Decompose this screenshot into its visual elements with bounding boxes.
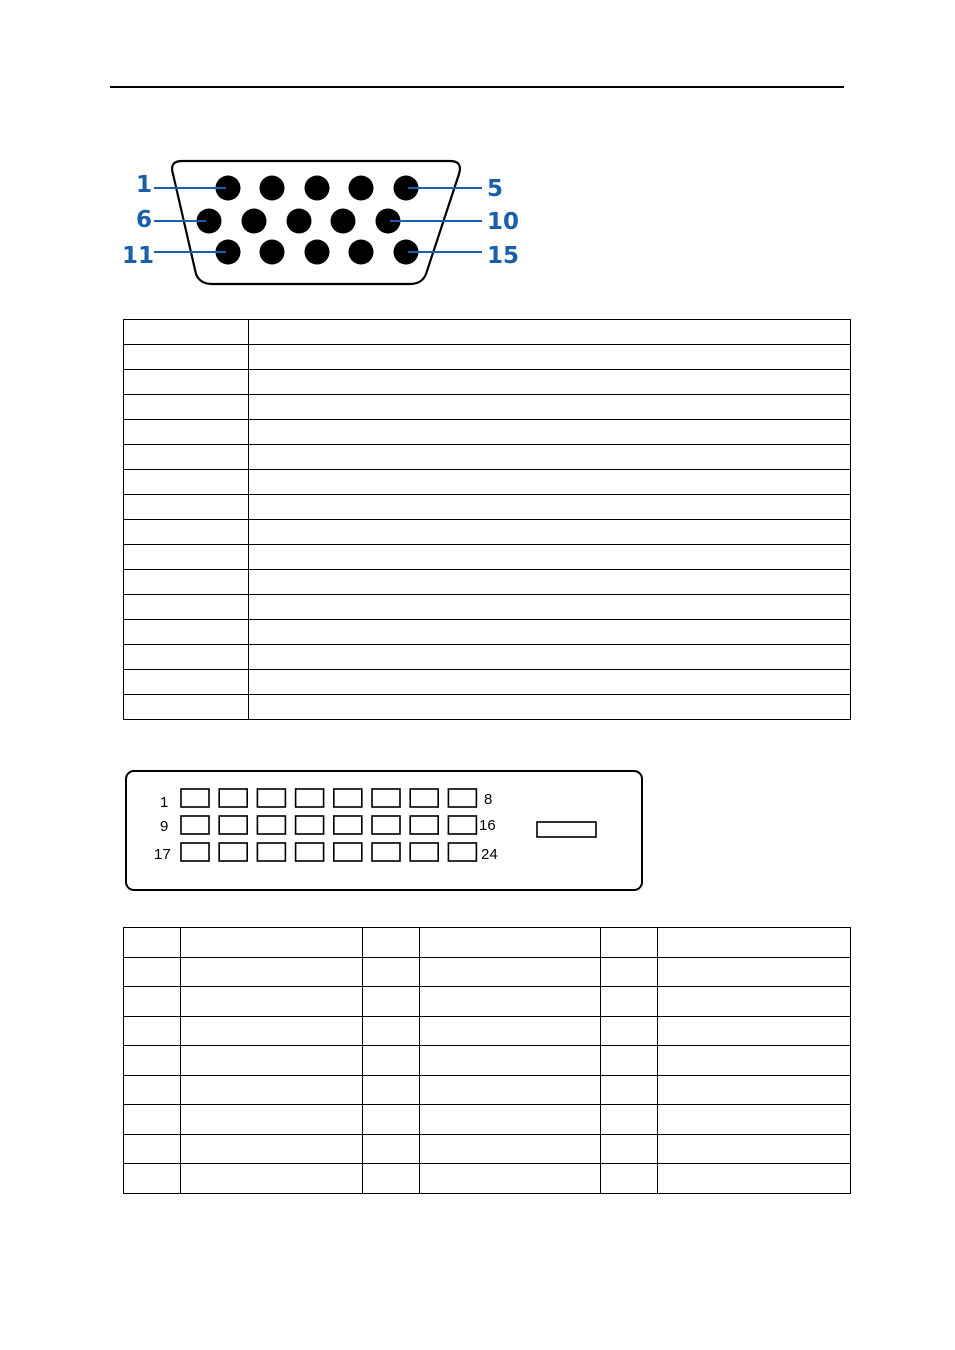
- vga-table-cell: [249, 470, 851, 495]
- dvi-label-pin-17: 17: [154, 846, 171, 863]
- dvi-table-cell: [124, 1134, 181, 1164]
- dvi-table-cell: [124, 987, 181, 1017]
- vga-pin-8: [287, 209, 312, 234]
- vga-pin-2: [260, 176, 285, 201]
- dvi-table-cell: [658, 1164, 851, 1194]
- dvi-table-cell: [601, 1075, 658, 1105]
- vga-table-row: [124, 570, 851, 595]
- dvi-table-cell: [124, 1016, 181, 1046]
- dvi-table-cell: [181, 1075, 363, 1105]
- dvi-pin-2: [219, 789, 247, 807]
- vga-table-cell: [124, 545, 249, 570]
- vga-table-cell: [249, 495, 851, 520]
- vga-table-row: [124, 620, 851, 645]
- vga-table-cell: [124, 670, 249, 695]
- vga-table-row: [124, 595, 851, 620]
- vga-table-cell: [124, 620, 249, 645]
- dvi-table-cell: [181, 1046, 363, 1076]
- dvi-table-cell: [181, 1016, 363, 1046]
- vga-table-cell: [249, 620, 851, 645]
- dvi-table-cell: [363, 1164, 420, 1194]
- dvi-table-cell: [363, 1016, 420, 1046]
- dvi-pin-table: [123, 927, 851, 1194]
- vga-table-cell: [124, 645, 249, 670]
- dvi-table-cell: [420, 1075, 601, 1105]
- dvi-table-cell: [601, 957, 658, 987]
- dvi-table-cell: [420, 987, 601, 1017]
- vga-table-row: [124, 470, 851, 495]
- vga-table-cell: [124, 345, 249, 370]
- vga-label-pin-10: 10: [487, 209, 520, 235]
- vga-table-cell: [249, 345, 851, 370]
- dvi-table-cell: [363, 957, 420, 987]
- dvi-connector-diagram: [124, 768, 646, 894]
- vga-pin-9: [331, 209, 356, 234]
- vga-table-row: [124, 345, 851, 370]
- vga-pin-7: [242, 209, 267, 234]
- vga-pins: [197, 176, 419, 265]
- vga-table-cell: [249, 595, 851, 620]
- vga-table-row: [124, 670, 851, 695]
- dvi-table-cell: [420, 928, 601, 958]
- dvi-label-pin-24: 24: [481, 846, 498, 863]
- dvi-pin-16: [448, 816, 476, 834]
- dvi-table-cell: [181, 1164, 363, 1194]
- vga-pin-3: [305, 176, 330, 201]
- dvi-pin-7: [410, 789, 438, 807]
- dvi-pin-22: [372, 843, 400, 861]
- dvi-pin-9: [181, 816, 209, 834]
- dvi-table-cell: [363, 928, 420, 958]
- dvi-table-cell: [124, 1105, 181, 1135]
- dvi-pin-23: [410, 843, 438, 861]
- dvi-pin-12: [296, 816, 324, 834]
- dvi-table-cell: [181, 987, 363, 1017]
- dvi-table-cell: [601, 928, 658, 958]
- dvi-table-cell: [420, 1134, 601, 1164]
- vga-table-row: [124, 320, 851, 345]
- vga-table-cell: [249, 395, 851, 420]
- dvi-table-cell: [601, 1016, 658, 1046]
- vga-table-cell: [249, 695, 851, 720]
- vga-table-row: [124, 695, 851, 720]
- dvi-pin-8: [448, 789, 476, 807]
- dvi-pin-15: [410, 816, 438, 834]
- vga-table-row: [124, 495, 851, 520]
- vga-label-pin-11: 11: [122, 243, 155, 269]
- vga-connector-diagram: [118, 150, 528, 295]
- dvi-table-row: [124, 1046, 851, 1076]
- vga-table-cell: [124, 420, 249, 445]
- vga-table-cell: [124, 445, 249, 470]
- vga-table-cell: [124, 495, 249, 520]
- dvi-table-row: [124, 1075, 851, 1105]
- dvi-pin-14: [372, 816, 400, 834]
- dvi-pin-5: [334, 789, 362, 807]
- dvi-ground-blade: [537, 822, 596, 837]
- vga-table-cell: [124, 395, 249, 420]
- dvi-table-cell: [658, 1075, 851, 1105]
- dvi-table-cell: [658, 1046, 851, 1076]
- dvi-table-cell: [601, 987, 658, 1017]
- dvi-table-cell: [124, 1075, 181, 1105]
- dvi-table-cell: [658, 1105, 851, 1135]
- dvi-pin-19: [257, 843, 285, 861]
- dvi-table-cell: [420, 1016, 601, 1046]
- dvi-table-cell: [601, 1164, 658, 1194]
- dvi-label-pin-16: 16: [479, 817, 496, 834]
- vga-table-cell: [124, 520, 249, 545]
- vga-label-pin-6: 6: [136, 207, 153, 233]
- vga-table-cell: [249, 370, 851, 395]
- vga-table-cell: [124, 570, 249, 595]
- vga-table-cell: [249, 670, 851, 695]
- vga-pin-4: [349, 176, 374, 201]
- vga-table-cell: [249, 320, 851, 345]
- vga-pin-14: [349, 240, 374, 265]
- dvi-table-cell: [363, 987, 420, 1017]
- dvi-table-cell: [658, 957, 851, 987]
- dvi-pin-6: [372, 789, 400, 807]
- dvi-table-cell: [658, 1134, 851, 1164]
- vga-table-cell: [124, 470, 249, 495]
- dvi-table-cell: [601, 1046, 658, 1076]
- dvi-pin-18: [219, 843, 247, 861]
- dvi-pin-24: [448, 843, 476, 861]
- dvi-table-cell: [363, 1134, 420, 1164]
- dvi-table-cell: [124, 1164, 181, 1194]
- dvi-table-cell: [658, 928, 851, 958]
- dvi-pin-21: [334, 843, 362, 861]
- dvi-table-cell: [363, 1105, 420, 1135]
- vga-table-cell: [249, 520, 851, 545]
- vga-table-cell: [249, 570, 851, 595]
- vga-table-cell: [249, 545, 851, 570]
- dvi-table-cell: [658, 987, 851, 1017]
- vga-pin-table: [123, 319, 851, 720]
- vga-table-cell: [124, 695, 249, 720]
- vga-table-cell: [249, 420, 851, 445]
- dvi-pin-20: [296, 843, 324, 861]
- vga-table-cell: [124, 320, 249, 345]
- vga-table-row: [124, 545, 851, 570]
- vga-label-pin-1: 1: [136, 172, 153, 198]
- vga-table-row: [124, 520, 851, 545]
- dvi-table-cell: [181, 957, 363, 987]
- dvi-label-pin-9: 9: [160, 818, 169, 835]
- dvi-pins: [181, 789, 476, 861]
- vga-label-pin-15: 15: [487, 243, 520, 269]
- vga-table-row: [124, 420, 851, 445]
- dvi-table-cell: [124, 1046, 181, 1076]
- vga-table-row: [124, 370, 851, 395]
- dvi-pin-17: [181, 843, 209, 861]
- dvi-table-cell: [181, 1105, 363, 1135]
- vga-table-cell: [124, 370, 249, 395]
- dvi-table-row: [124, 1016, 851, 1046]
- dvi-table-row: [124, 957, 851, 987]
- vga-table-row: [124, 395, 851, 420]
- dvi-table-cell: [181, 1134, 363, 1164]
- dvi-table-cell: [363, 1075, 420, 1105]
- dvi-pin-3: [257, 789, 285, 807]
- dvi-label-pin-8: 8: [484, 791, 493, 808]
- dvi-table-row: [124, 1134, 851, 1164]
- vga-table-row: [124, 445, 851, 470]
- header-rule: [110, 86, 844, 88]
- dvi-table-row: [124, 1164, 851, 1194]
- dvi-pin-10: [219, 816, 247, 834]
- vga-table-cell: [124, 595, 249, 620]
- dvi-pin-4: [296, 789, 324, 807]
- dvi-table-cell: [658, 1016, 851, 1046]
- vga-label-pin-5: 5: [487, 176, 504, 202]
- vga-table-cell: [249, 445, 851, 470]
- vga-pin-12: [260, 240, 285, 265]
- vga-table-row: [124, 645, 851, 670]
- dvi-table-cell: [181, 928, 363, 958]
- dvi-pin-13: [334, 816, 362, 834]
- dvi-label-pin-1: 1: [160, 794, 169, 811]
- dvi-table-cell: [363, 1046, 420, 1076]
- dvi-pin-11: [257, 816, 285, 834]
- dvi-table-row: [124, 1105, 851, 1135]
- dvi-table-cell: [420, 1164, 601, 1194]
- dvi-table-row: [124, 928, 851, 958]
- dvi-table-cell: [124, 928, 181, 958]
- vga-table-cell: [249, 645, 851, 670]
- dvi-table-cell: [420, 957, 601, 987]
- dvi-table-cell: [601, 1105, 658, 1135]
- dvi-table-cell: [420, 1046, 601, 1076]
- vga-pin-13: [305, 240, 330, 265]
- dvi-table-cell: [124, 957, 181, 987]
- dvi-pin-1: [181, 789, 209, 807]
- dvi-table-row: [124, 987, 851, 1017]
- dvi-table-cell: [420, 1105, 601, 1135]
- dvi-table-cell: [601, 1134, 658, 1164]
